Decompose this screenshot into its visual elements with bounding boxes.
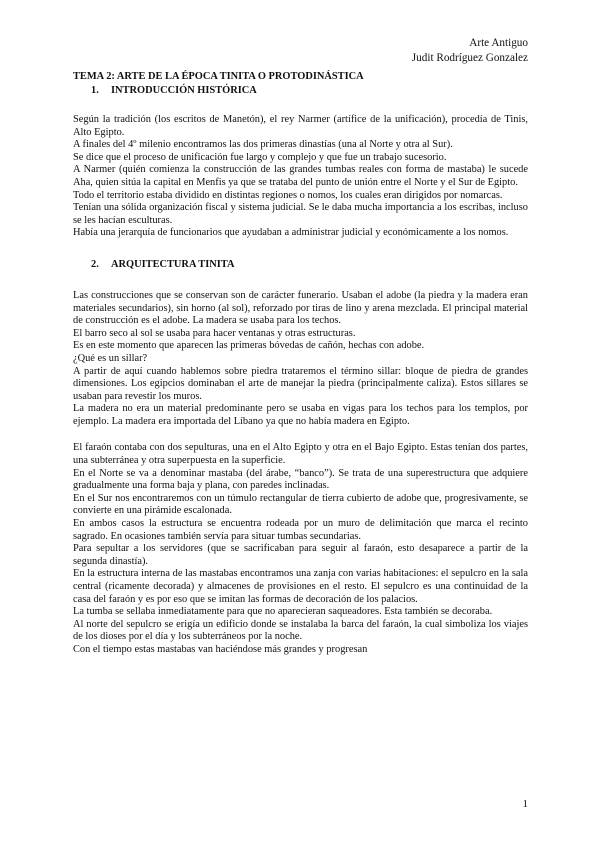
section-2-heading	[91, 258, 528, 272]
paragraph: En el Norte se va a denominar mastaba (del árabe, “banco”). Se trata de una superestructura que adquiere gradualmente una forma baja y plana, con paredes inclinadas.	[73, 467, 528, 492]
paragraph: Tenían una sólida organización fiscal y sistema judicial. Se le daba mucha importancia a los escribas, incluso se les hacían esculturas.	[73, 202, 528, 226]
paragraph: La madera no era un material predominante pero se usaba en vigas para los techos para los templos, por ejemplo. La madera era importada del Líbano ya que no había madera en Egipto.	[73, 403, 528, 427]
paragraph: Se dice que el proceso de unificación fue largo y complejo y que fue un trabajo sucesorio.	[73, 151, 447, 163]
paragraph: Había una jerarquía de funcionarios que ayudaban a administrar judicial y económicamente a los nomos.	[73, 227, 509, 239]
header-author: Judit Rodríguez Gonzalez	[411, 52, 528, 64]
paragraph: Todo el territorio estaba dividido en distintas regiones o nomos, los cuales eran dirigidos por nomarcas.	[73, 189, 503, 201]
paragraph: Según la tradición (los escritos de Manetón), el rey Narmer (artífice de la unificación), procedía de Tinis, Alto Egipto.	[73, 114, 528, 138]
paragraph: En la estructura interna de las mastabas encontramos una zanja con varias habitaciones: el sepulcro en la sala central (ricamente decorada) y almacenes de provisiones en el resto. El sepulcro es una continuidad de la casa del faraón y es por eso que se imitan las formas de decoración de los palacios.	[73, 568, 528, 605]
section-1-number: 1.	[91, 85, 99, 96]
paragraph: Es en este momento que aparecen las primeras bóvedas de cañón, hechas con adobe.	[73, 340, 425, 352]
section-2-title: ARQUITECTURA TINITA	[111, 258, 235, 270]
section-1-text	[73, 114, 528, 240]
paragraph: A finales del 4º milenio encontramos las dos primeras dinastías (una al Norte y otra al Sur).	[73, 139, 453, 151]
paragraph: ¿Qué es un sillar?	[73, 352, 148, 364]
paragraph: El faraón contaba con dos sepulturas, una en el Alto Egipto y otra en el Bajo Egipto. Estas tenían dos partes, una subterránea y otra superpuesta en la superficie.	[73, 442, 528, 467]
page-number: 1	[522, 798, 528, 810]
document-title: TEMA 2: ARTE DE LA ÉPOCA TINITA O PROTODINÁSTICA	[73, 71, 364, 82]
paragraph: A partir de aquí cuando hablemos sobre piedra trataremos el término sillar: bloque de piedra de grandes dimensiones. Los egipcios dominaban el arte de manejar la piedra (principalmente caliza). Estos sillares se usaban para revestir los muros.	[73, 365, 528, 402]
paragraph: Con el tiempo estas mastabas van haciéndose más grandes y progresan	[73, 643, 368, 655]
paragraph: En el Sur nos encontraremos con un túmulo rectangular de tierra cubierto de adobe que, progresivamente, se convierte en una pirámide escalonada.	[73, 492, 528, 517]
section-2-number: 2.	[91, 258, 99, 270]
paragraph: En ambos casos la estructura se encuentra rodeada por un muro de delimitación que marca el recinto sagrado. En ocasiones también servía para situar tumbas secundarias.	[73, 518, 528, 542]
section-1-heading	[91, 84, 528, 98]
section-1-title: INTRODUCCIÓN HISTÓRICA	[111, 85, 257, 96]
document-body	[73, 70, 528, 657]
paragraph: Al norte del sepulcro se erigía un edificio donde se instalaba la barca del faraón, la cual simboliza los viajes de los dioses por el día y los subterráneos por la noche.	[73, 618, 528, 643]
page-header	[412, 36, 528, 66]
header-subject: Arte Antiguo	[469, 37, 528, 49]
section-2-text-a	[73, 290, 528, 429]
section-2-text-b	[73, 442, 528, 656]
paragraph: Las construcciones que se conservan son de carácter funerario. Usaban el adobe (la piedra y la madera eran materiales secundarios), sin horno (al sol), reforzado por tiras de lino y arena mezclada. El principal material de construcción es el adobe. La madera se usaba para los techos.	[73, 289, 528, 327]
paragraph: El barro seco al sol se usaba para hacer ventanas y otras estructuras.	[73, 327, 356, 339]
paragraph: A Narmer (quién comienza la construcción de las grandes tumbas reales con forma de mastaba) le sucede Aha, quien sitúa la capital en Menfis ya que se trataba del punto de unión entre el Norte y el Sur de Egipto.	[73, 164, 528, 188]
paragraph: La tumba se sellaba inmediatamente para que no aparecieran saqueadores. Esta también se decoraba.	[73, 606, 493, 618]
paragraph: Para sepultar a los servidores (que se sacrificaban para seguir al faraón, esto desaparece a partir de la segunda dinastía).	[73, 543, 528, 567]
